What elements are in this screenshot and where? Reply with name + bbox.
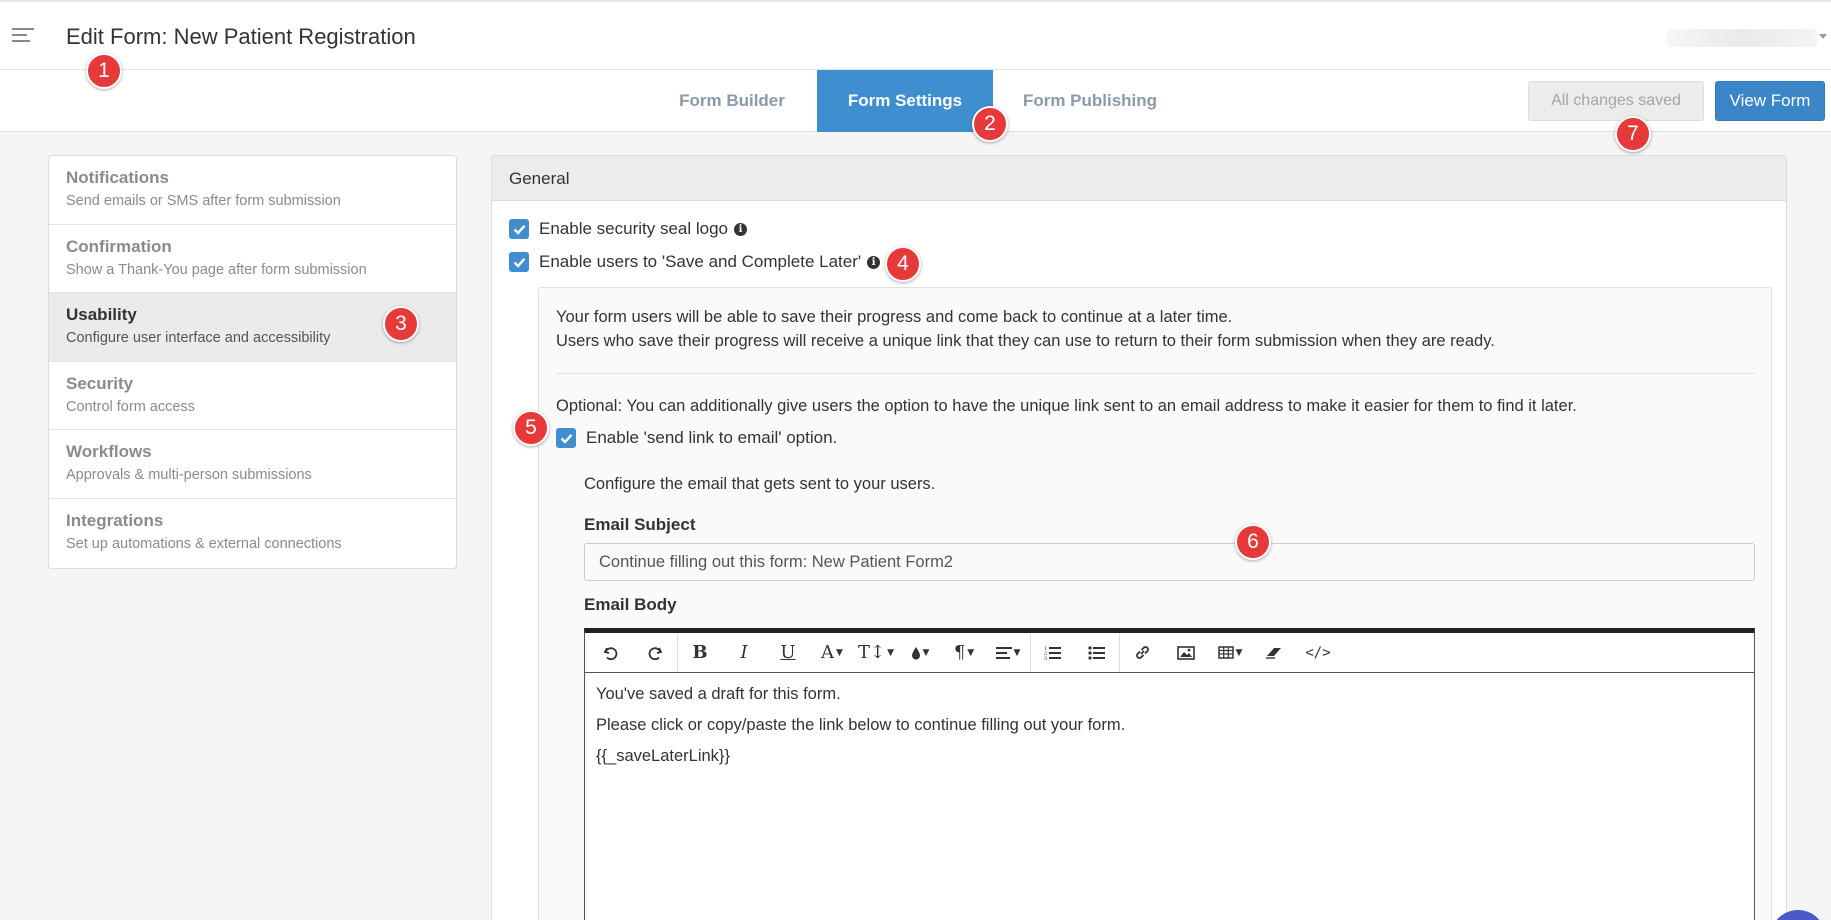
- font-icon[interactable]: A ▼: [821, 642, 843, 663]
- user-menu[interactable]: [1667, 29, 1817, 47]
- save-later-option: [509, 252, 880, 272]
- panel-heading: General: [492, 156, 1786, 201]
- font-size-icon[interactable]: T↕ ▼: [857, 642, 894, 663]
- link-icon[interactable]: [1120, 634, 1164, 672]
- annotation-marker-5: 5: [513, 410, 549, 446]
- checkmark-icon: [513, 224, 526, 235]
- sidebar-item-subtitle: Configure user interface and accessibility: [66, 330, 331, 347]
- sidebar-item-confirmation[interactable]: [49, 225, 456, 294]
- unordered-list-icon[interactable]: [1075, 634, 1119, 672]
- undo-icon[interactable]: [589, 634, 633, 672]
- sidebar-item-title: Security: [66, 373, 134, 393]
- sidebar-item-title: Notifications: [66, 168, 169, 187]
- configure-text: Configure the email that gets sent to your users.: [584, 475, 936, 493]
- email-subject-label: Email Subject: [584, 515, 696, 534]
- optional-text: Optional: You can additionally give users the option to have the unique link sent to an email address to make it easier for them to find it later.: [556, 397, 1577, 415]
- checkmark-icon: [513, 257, 526, 268]
- email-body-line: You've saved a draft for this form.: [596, 685, 841, 703]
- tab-form-settings[interactable]: Form Settings: [817, 70, 993, 132]
- save-later-label: Enable users to 'Save and Complete Later': [539, 252, 862, 271]
- sidebar-item-title: Integrations: [66, 510, 164, 530]
- info-icon[interactable]: i: [867, 256, 880, 269]
- annotation-marker-2: 2: [972, 106, 1008, 142]
- svg-text:1: 1: [1044, 645, 1048, 652]
- sidebar-item-subtitle: Approvals & multi-person submissions: [66, 467, 312, 484]
- checkmark-icon: [560, 433, 573, 444]
- sidebar-item-integrations[interactable]: [49, 499, 456, 568]
- settings-sidebar: [48, 155, 457, 569]
- security-seal-option: [509, 219, 747, 239]
- send-link-label: Enable 'send link to email' option.: [586, 428, 838, 447]
- sidebar-item-title: Confirmation: [66, 236, 172, 256]
- table-icon[interactable]: ▼: [1208, 634, 1252, 672]
- image-icon[interactable]: [1164, 634, 1208, 672]
- email-body-label: Email Body: [584, 595, 677, 614]
- sidebar-item-subtitle: Control form access: [66, 398, 195, 415]
- sidebar-item-title: Workflows: [66, 442, 152, 462]
- save-later-settings-box: [538, 287, 1772, 920]
- italic-icon[interactable]: I: [740, 642, 748, 663]
- menu-toggle-icon[interactable]: [12, 28, 34, 46]
- security-seal-checkbox[interactable]: [509, 219, 529, 239]
- send-link-checkbox[interactable]: [556, 428, 576, 448]
- info-icon[interactable]: i: [734, 223, 747, 236]
- info-text-line-1: Your form users will be able to save their progress and come back to continue at a later time.: [556, 308, 1233, 326]
- email-body-editor: [584, 628, 1755, 920]
- bold-icon[interactable]: B: [692, 642, 708, 663]
- email-subject-input[interactable]: [584, 543, 1755, 581]
- annotation-marker-6: 6: [1235, 524, 1271, 560]
- security-seal-label: Enable security seal logo: [539, 219, 729, 238]
- editor-toolbar: [585, 633, 1754, 673]
- general-settings-panel: [491, 155, 1787, 920]
- sidebar-item-subtitle: Set up automations & external connections: [66, 535, 342, 552]
- tab-form-builder[interactable]: Form Builder: [679, 91, 785, 110]
- top-bar: [0, 0, 1831, 70]
- email-body-content[interactable]: [585, 673, 1754, 790]
- email-body-line: Please click or copy/paste the link below to continue filling out your form.: [596, 716, 1126, 734]
- annotation-marker-7: 7: [1615, 116, 1651, 152]
- redo-icon[interactable]: [633, 634, 677, 672]
- svg-text:2: 2: [1044, 650, 1048, 657]
- underline-icon[interactable]: U: [780, 642, 796, 663]
- svg-text:3: 3: [1044, 655, 1048, 661]
- annotation-marker-1: 1: [86, 53, 122, 89]
- sidebar-item-subtitle: Show a Thank-You page after form submission: [66, 261, 367, 278]
- email-body-line: {{_saveLaterLink}}: [596, 747, 730, 765]
- chevron-down-icon: [1819, 34, 1827, 39]
- annotation-marker-4: 4: [885, 246, 921, 282]
- ordered-list-icon[interactable]: [1031, 634, 1075, 672]
- paragraph-icon[interactable]: ¶ ▼: [953, 642, 975, 663]
- eraser-icon[interactable]: [1252, 634, 1296, 672]
- sidebar-item-notifications[interactable]: [49, 156, 456, 225]
- tab-form-publishing[interactable]: Form Publishing: [1022, 91, 1158, 110]
- view-form-button[interactable]: View Form: [1715, 81, 1825, 121]
- page-title: Edit Form: New Patient Registration: [66, 24, 416, 49]
- all-changes-saved-button: All changes saved: [1528, 81, 1704, 121]
- save-later-checkbox[interactable]: [509, 252, 529, 272]
- send-link-option: [556, 428, 837, 448]
- sidebar-item-security[interactable]: [49, 362, 456, 431]
- info-text-line-2: Users who save their progress will receive a unique link that they can use to return to their form submission when they are ready.: [556, 332, 1495, 350]
- sidebar-item-subtitle: Send emails or SMS after form submission: [66, 193, 341, 209]
- align-icon[interactable]: ▼: [986, 634, 1030, 672]
- sidebar-item-workflows[interactable]: [49, 430, 456, 499]
- divider: [556, 373, 1755, 374]
- code-view-icon[interactable]: </>: [1305, 644, 1331, 661]
- annotation-marker-3: 3: [383, 306, 419, 342]
- tab-bar: [0, 70, 1831, 132]
- color-icon[interactable]: ▼: [898, 634, 942, 672]
- sidebar-item-title: Usability: [66, 305, 137, 325]
